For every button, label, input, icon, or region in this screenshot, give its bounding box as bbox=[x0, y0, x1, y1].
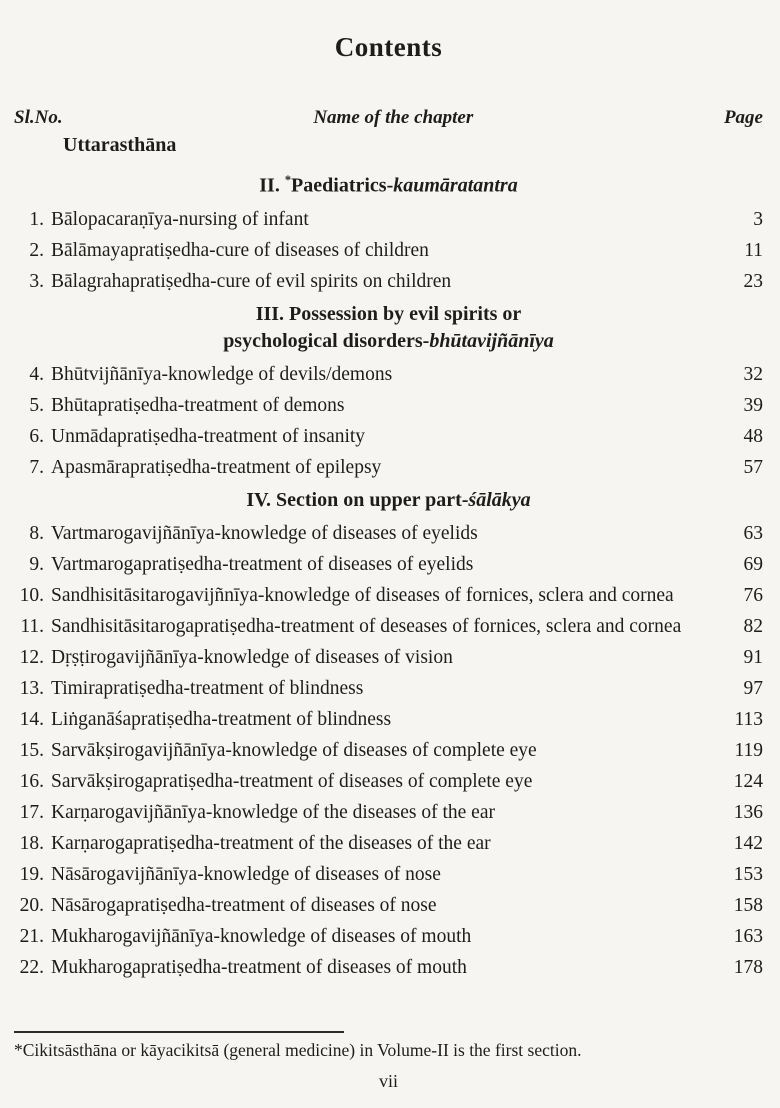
toc-entry-page: 82 bbox=[743, 615, 763, 637]
toc-entry-number: 5. bbox=[29, 394, 44, 416]
page-title: Contents bbox=[334, 32, 443, 62]
toc-entry-page: 153 bbox=[733, 863, 763, 885]
toc-entry-page: 97 bbox=[743, 677, 763, 699]
toc-entry-title: Bhūtapratiṣedha-treatment of demons bbox=[51, 394, 345, 416]
toc-entry-number: 7. bbox=[29, 456, 44, 478]
toc-entry bbox=[14, 956, 763, 979]
toc-entry-page: 119 bbox=[734, 739, 763, 761]
toc-entry-number: 11. bbox=[20, 615, 44, 637]
toc-entry-page: 76 bbox=[743, 584, 763, 606]
section-heading bbox=[14, 301, 763, 355]
toc-entry bbox=[14, 208, 763, 231]
toc-entry bbox=[14, 270, 763, 293]
toc-entry bbox=[14, 553, 763, 576]
toc-entry bbox=[14, 425, 763, 448]
columns-header bbox=[14, 107, 763, 129]
toc-entry-page: 124 bbox=[733, 770, 763, 792]
toc-entry-title: Bālopacaraṇīya-nursing of infant bbox=[51, 208, 309, 230]
toc-entry-title: Sarvākṣirogapratiṣedha-treatment of diseases of complete eye bbox=[51, 770, 533, 792]
toc-entry-title: Sandhisitāsitarogapratiṣedha-treatment of deseases of fornices, sclera and cornea bbox=[51, 615, 682, 637]
toc-entry-title: Karṇarogapratiṣedha-treatment of the diseases of the ear bbox=[51, 832, 491, 854]
toc-entry bbox=[14, 363, 763, 386]
toc-entry-number: 18. bbox=[19, 832, 44, 854]
footnote-rule bbox=[14, 1031, 344, 1033]
toc-entry-number: 6. bbox=[29, 425, 44, 447]
toc-entry-number: 12. bbox=[19, 646, 44, 668]
section-heading bbox=[14, 487, 763, 514]
toc-entry bbox=[14, 394, 763, 417]
toc-entry-page: 113 bbox=[734, 708, 763, 730]
toc-entry-page: 3 bbox=[753, 208, 763, 230]
toc-entry bbox=[14, 832, 763, 855]
toc-entry bbox=[14, 770, 763, 793]
toc-entry-number: 9. bbox=[29, 553, 44, 575]
toc-entry-number: 13. bbox=[19, 677, 44, 699]
section-heading-line: IV. Section on upper part-śālākya bbox=[246, 488, 531, 511]
toc-entry-title: Dṛṣṭirogavijñānīya-knowledge of diseases of vision bbox=[51, 646, 453, 668]
toc-entry-number: 8. bbox=[29, 522, 44, 544]
toc-entry-number: 21. bbox=[19, 925, 44, 947]
toc-entry bbox=[14, 801, 763, 824]
toc-entry-title: Mukharogapratiṣedha-treatment of diseases of mouth bbox=[51, 956, 467, 978]
column-label-page: Page bbox=[723, 107, 763, 128]
toc-entry-number: 16. bbox=[19, 770, 44, 792]
toc-entry-page: 158 bbox=[733, 894, 763, 916]
sthana-heading: Uttarasthāna bbox=[63, 134, 177, 156]
toc-entry-number: 3. bbox=[29, 270, 44, 292]
toc-entry bbox=[14, 677, 763, 700]
toc-entry-page: 39 bbox=[743, 394, 763, 416]
footnote: *Cikitsāsthāna or kāyacikitsā (general medicine) in Volume-II is the first section. bbox=[14, 1040, 582, 1060]
toc-entry bbox=[14, 522, 763, 545]
toc-entry-page: 23 bbox=[743, 270, 763, 292]
toc-entry-page: 48 bbox=[743, 425, 763, 447]
section-heading bbox=[14, 167, 763, 200]
toc-entry-title: Nāsārogapratiṣedha-treatment of diseases of nose bbox=[51, 894, 437, 916]
toc-entry-page: 163 bbox=[733, 925, 763, 947]
toc-entry-number: 14. bbox=[19, 708, 44, 730]
toc-entry-title: Bālagrahapratiṣedha-cure of evil spirits on children bbox=[51, 270, 452, 292]
toc-entry-title: Karṇarogavijñānīya-knowledge of the diseases of the ear bbox=[51, 801, 495, 823]
toc-entry-title: Unmādapratiṣedha-treatment of insanity bbox=[51, 425, 366, 447]
toc-entry bbox=[14, 863, 763, 886]
toc-entry-page: 63 bbox=[743, 522, 763, 544]
toc-entry-page: 69 bbox=[743, 553, 763, 575]
toc-entry-number: 19. bbox=[19, 863, 44, 885]
toc-entry-number: 15. bbox=[19, 739, 44, 761]
toc-entry-number: 2. bbox=[29, 239, 44, 261]
toc-entry-title: Vartmarogapratiṣedha-treatment of diseases of eyelids bbox=[51, 553, 474, 575]
toc-list bbox=[14, 160, 763, 987]
toc-entry-title: Nāsārogavijñānīya-knowledge of diseases of nose bbox=[51, 863, 441, 885]
toc-entry-title: Liṅganāśapratiṣedha-treatment of blindness bbox=[51, 708, 392, 730]
toc-entry-page: 142 bbox=[733, 832, 763, 854]
toc-entry-page: 32 bbox=[743, 363, 763, 385]
toc-entry-number: 20. bbox=[19, 894, 44, 916]
section-heading-line: II. *Paediatrics-kaumāratantra bbox=[259, 173, 518, 197]
toc-entry bbox=[14, 739, 763, 762]
toc-entry-number: 17. bbox=[19, 801, 44, 823]
toc-entry-title: Sarvākṣirogavijñānīya-knowledge of diseases of complete eye bbox=[51, 739, 537, 761]
toc-entry-title: Bālāmayapratiṣedha-cure of diseases of children bbox=[51, 239, 429, 261]
toc-entry-title: Timirapratiṣedha-treatment of blindness bbox=[51, 677, 364, 699]
toc-entry bbox=[14, 615, 763, 638]
toc-entry-title: Mukharogavijñānīya-knowledge of diseases of mouth bbox=[51, 925, 472, 947]
toc-entry-number: 22. bbox=[19, 956, 44, 978]
toc-entry bbox=[14, 646, 763, 669]
toc-entry bbox=[14, 239, 763, 262]
column-label-slno: Sl.No. bbox=[14, 107, 63, 128]
toc-entry bbox=[14, 584, 763, 607]
toc-entry-title: Apasmārapratiṣedha-treatment of epilepsy bbox=[51, 456, 382, 478]
toc-entry-title: Vartmarogavijñānīya-knowledge of diseases of eyelids bbox=[51, 522, 478, 544]
section-heading-line: psychological disorders-bhūtavijñānīya bbox=[223, 329, 554, 352]
toc-entry bbox=[14, 708, 763, 731]
toc-entry-page: 11 bbox=[744, 239, 763, 261]
toc-entry-page: 178 bbox=[733, 956, 763, 978]
folio-page-number: vii bbox=[378, 1071, 398, 1091]
section-heading-line: III. Possession by evil spirits or bbox=[255, 302, 522, 325]
toc-entry bbox=[14, 925, 763, 948]
toc-entry-number: 4. bbox=[29, 363, 44, 385]
toc-entry-title: Bhūtvijñānīya-knowledge of devils/demons bbox=[51, 363, 393, 385]
toc-entry-title: Sandhisitāsitarogavijñnīya-knowledge of diseases of fornices, sclera and cornea bbox=[51, 584, 674, 606]
toc-entry-number: 10. bbox=[19, 584, 44, 606]
toc-entry bbox=[14, 894, 763, 917]
toc-entry-page: 91 bbox=[743, 646, 763, 668]
toc-entry bbox=[14, 456, 763, 479]
toc-entry-number: 1. bbox=[29, 208, 44, 230]
column-label-chapter: Name of the chapter bbox=[313, 107, 474, 128]
toc-entry-page: 136 bbox=[733, 801, 763, 823]
toc-entry-page: 57 bbox=[743, 456, 763, 478]
